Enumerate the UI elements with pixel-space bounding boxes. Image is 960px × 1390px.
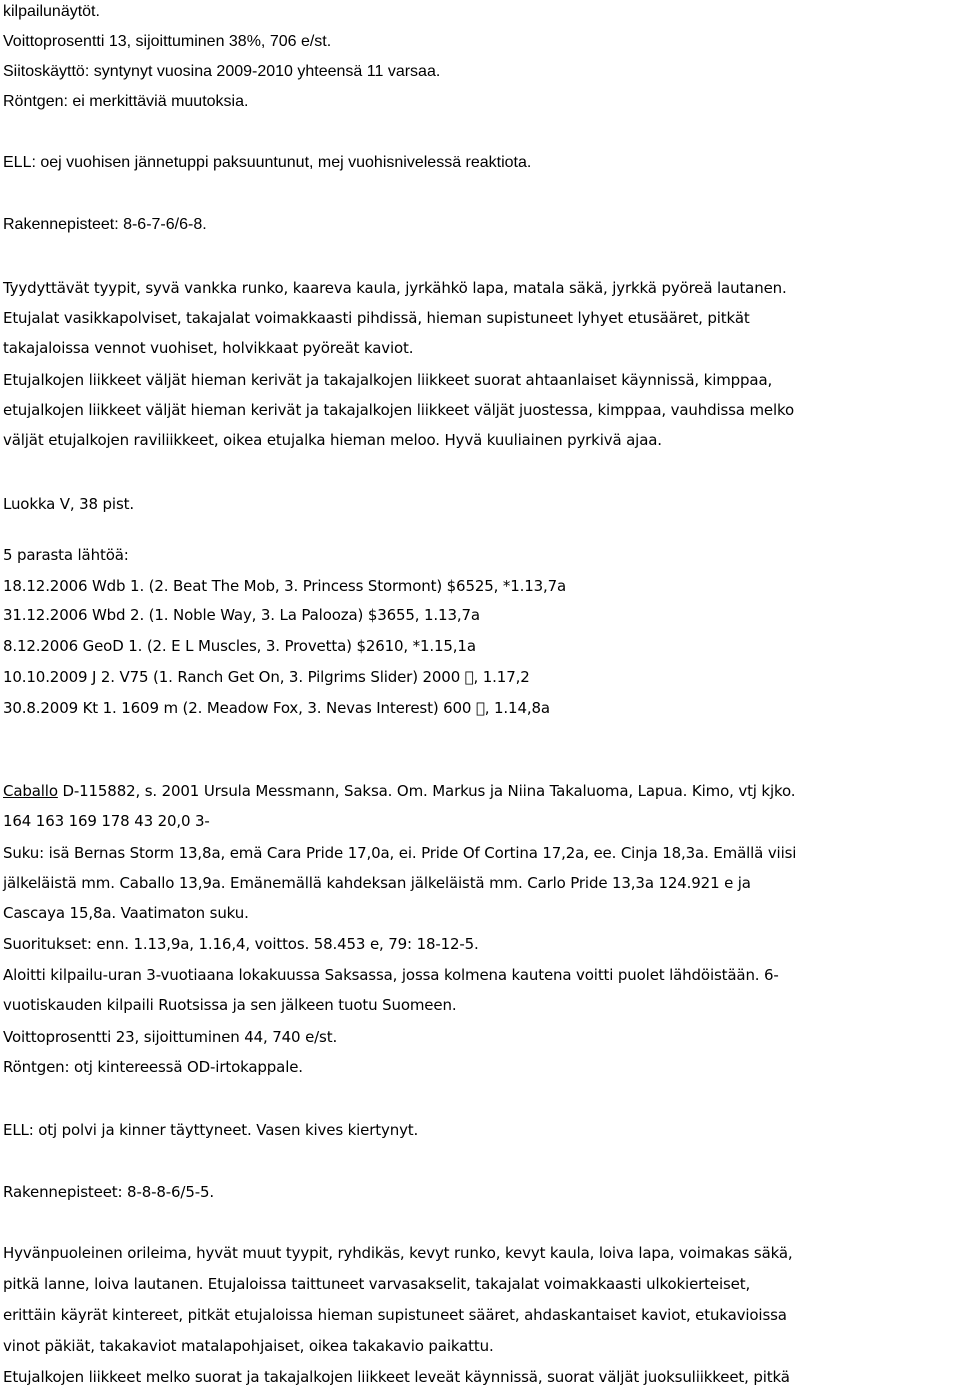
text-line-voittoprosentti: Voittoprosentti 23, sijoittuminen 44, 740 e/st. bbox=[3, 1028, 338, 1046]
start-entry: 8.12.2006 GeoD 1. (2. E L Muscles, 3. Provetta) $2610, *1.15,1a bbox=[3, 637, 476, 655]
horse-name: Caballo bbox=[3, 782, 58, 800]
text-line-description: Hyvänpuoleinen orileima, hyvät muut tyypit, ryhdikäs, kevyt runko, kevyt kaula, loiva lapa, voimakas säkä, bbox=[3, 1244, 793, 1262]
start-entry: 30.8.2009 Kt 1. 1609 m (2. Meadow Fox, 3. Nevas Interest) 600 , 1.14,8a bbox=[3, 699, 542, 717]
text-line-description: pitkä lanne, loiva lautanen. Etujaloissa taittuneet varvasakselit, takajalat voimakkaasti ulkokierteiset, bbox=[3, 1275, 751, 1293]
text-line-luokka: Luokka V, 38 pist. bbox=[3, 495, 134, 513]
text-line-siitoskaytto: Siitoskäyttö: syntynyt vuosina 2009-2010 yhteensä 11 varsaa. bbox=[3, 63, 441, 80]
text-line-aloitti: Aloitti kilpailu-uran 3-vuotiaana lokakuussa Saksassa, jossa kolmena kautena voitti puolet lähdöistään. 6- bbox=[3, 966, 779, 984]
start-entry: 10.10.2009 J 2. V75 (1. Ranch Get On, 3. Pilgrims Slider) 2000 , 1.17,2 bbox=[3, 668, 521, 686]
text-line-suku: Suku: isä Bernas Storm 13,8a, emä Cara Pride 17,0a, ei. Pride Of Cortina 17,2a, ee. Cinja 18,3a. Emällä viisi bbox=[3, 844, 797, 862]
text-line-kilpailunaytot: kilpailunäytöt. bbox=[3, 3, 100, 20]
text-line-rontgen: Röntgen: ei merkittäviä muutoksia. bbox=[3, 93, 249, 110]
horse-header-details: D-115882, s. 2001 Ursula Messmann, Saksa. Om. Markus ja Niina Takaluoma, Lapua. Kimo, vtj kjko. bbox=[57, 782, 796, 800]
text-line-suku: Cascaya 15,8a. Vaatimaton suku. bbox=[3, 904, 249, 922]
text-line-description: Etujalkojen liikkeet väljät hieman kerivät ja takajalkojen liikkeet suorat ahtaanlaiset käynnissä, kimppaa, bbox=[3, 371, 773, 389]
start-entry: 31.12.2006 Wbd 2. (1. Noble Way, 3. La Palooza) $3655, 1.13,7a bbox=[3, 606, 480, 624]
text-line-description: takajaloissa vennot vuohiset, holvikkaat pyöreät kaviot. bbox=[3, 339, 414, 357]
text-line-rakennepisteet: Rakennepisteet: 8-8-8-6/5-5. bbox=[3, 1183, 214, 1201]
text-line-description: väljät etujalkojen raviliikkeet, oikea etujalka hieman meloo. Hyvä kuuliainen pyrkivä ajaa. bbox=[3, 431, 662, 449]
text-line-rontgen: Röntgen: otj kintereessä OD-irtokappale. bbox=[3, 1058, 303, 1076]
text-line-suoritukset: Suoritukset: enn. 1.13,9a, 1.16,4, voittos. 58.453 e, 79: 18-12-5. bbox=[3, 935, 479, 953]
text-line-ell: ELL: otj polvi ja kinner täyttyneet. Vasen kives kiertynyt. bbox=[3, 1121, 419, 1139]
text-line-description: Tyydyttävät tyypit, syvä vankka runko, kaareva kaula, jyrkähkö lapa, matala säkä, jyrkkä pyöreä lautanen. bbox=[3, 279, 787, 297]
text-line-suku: jälkeläistä mm. Caballo 13,9a. Emänemällä kahdeksan jälkeläistä mm. Carlo Pride 13,3a 124.921 e ja bbox=[3, 874, 751, 892]
starts-heading: 5 parasta lähtöä: bbox=[3, 546, 129, 564]
text-line-description: Etujalat vasikkapolviset, takajalat voimakkaasti pihdissä, hieman supistuneet lyhyet etusääret, pitkät bbox=[3, 309, 750, 327]
text-line-aloitti: vuotiskauden kilpaili Ruotsissa ja sen jälkeen tuotu Suomeen. bbox=[3, 996, 457, 1014]
text-line-description: vinot päkiät, takakaviot matalapohjaiset, oikea takakavio paikattu. bbox=[3, 1337, 494, 1355]
text-line-voittoprosentti: Voittoprosentti 13, sijoittuminen 38%, 706 e/st. bbox=[3, 33, 332, 50]
text-line-rakennepisteet: Rakennepisteet: 8-6-7-6/6-8. bbox=[3, 216, 207, 233]
text-line-ell: ELL: oej vuohisen jännetuppi paksuuntunut, mej vuohisnivelessä reaktiota. bbox=[3, 154, 532, 171]
text-line-description: etujalkojen liikkeet väljät hieman kerivät ja takajalkojen liikkeet väljät juostessa, kimppaa, vauhdissa melko bbox=[3, 401, 795, 419]
horse-measurements: 164 163 169 178 43 20,0 3- bbox=[3, 812, 210, 830]
text-line-description: Etujalkojen liikkeet melko suorat ja takajalkojen liikkeet leveät käynnissä, suorat väljät juoksuliikkeet, pitkä bbox=[3, 1368, 790, 1386]
start-entry: 18.12.2006 Wdb 1. (2. Beat The Mob, 3. Princess Stormont) $6525, *1.13,7a bbox=[3, 577, 567, 595]
text-line-description: erittäin käyrät kintereet, pitkät etujaloissa hieman supistuneet sääret, ahdaskantaiset kaviot, etukavioissa bbox=[3, 1306, 787, 1324]
horse-header bbox=[3, 781, 795, 801]
